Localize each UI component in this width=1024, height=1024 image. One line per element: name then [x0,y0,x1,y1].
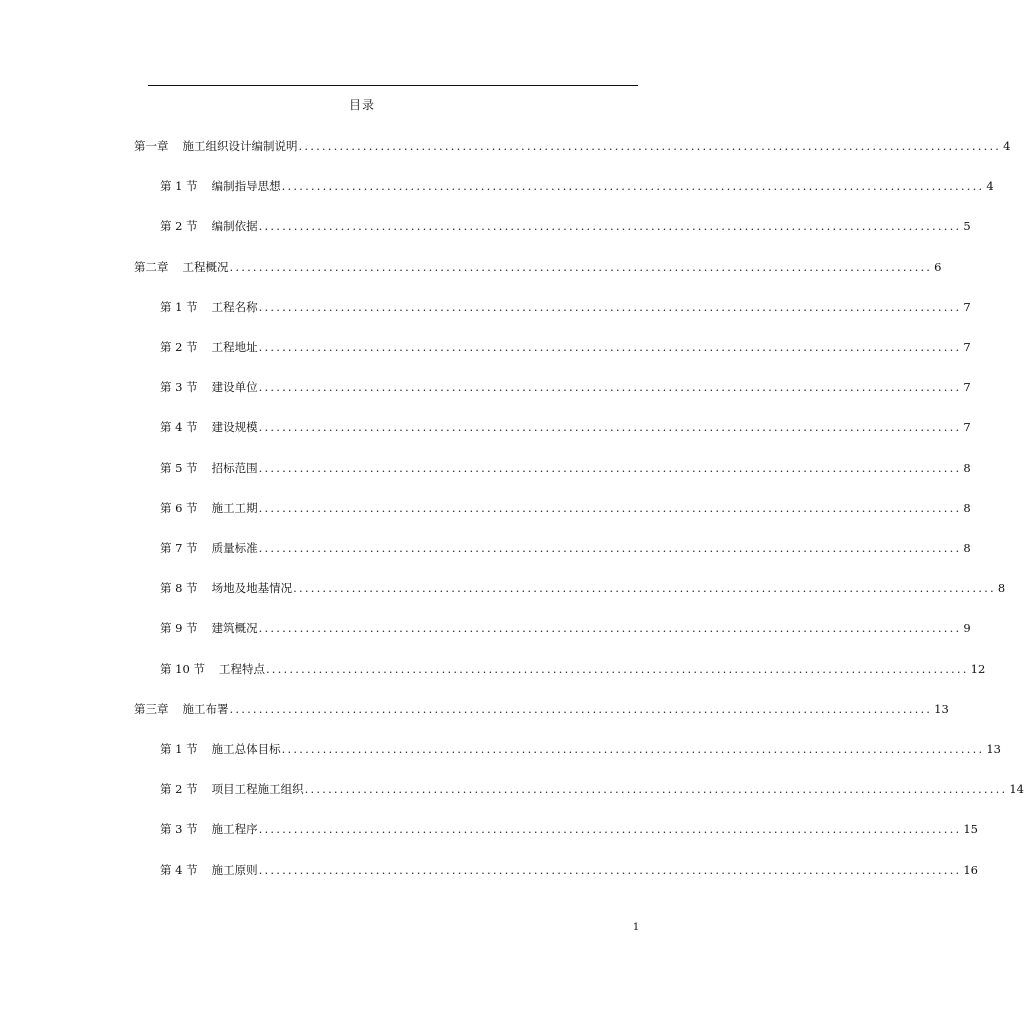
toc-chapter-entry[interactable] [134,138,1011,154]
toc-dot-leader: ........................................................................................................................ [258,299,962,314]
toc-entry-page: 14 [1009,782,1024,797]
toc-entry-number: 第 2 节 [160,340,198,354]
toc-dot-leader: ........................................................................................................................ [258,380,962,395]
toc-section-entry[interactable] [160,620,971,636]
toc-entry-number: 第 1 节 [160,179,198,194]
toc-entry-title: 建筑概况 [211,621,258,636]
toc-dot-leader: ........................................................................................................................ [258,621,962,636]
toc-entry-number: 第 6 节 [160,500,198,515]
toc-entry-page: 8 [963,460,971,475]
toc-entry-title: 施工总体目标 [211,742,281,756]
toc-entry-page: 13 [934,701,949,716]
toc-section-entry[interactable] [160,862,978,878]
toc-entry-page: 8 [963,541,971,555]
toc-dot-leader: ........................................................................................................................ [258,500,962,515]
toc-entry-title: 施工原则 [211,862,258,877]
toc-entry-title: 质量标准 [211,541,258,555]
toc-entry-page: 13 [986,742,1001,756]
toc-entry-number: 第三章 [134,701,169,716]
toc-entry-title: 施工组织设计编制说明 [182,139,298,153]
toc-entry-number: 第 2 节 [160,219,198,234]
toc-section-entry[interactable] [160,178,994,194]
toc-entry-number: 第 1 节 [160,299,198,314]
toc-entry-page: 9 [963,621,971,636]
toc-section-entry[interactable] [160,379,971,395]
toc-entry-title: 工程名称 [211,299,258,314]
toc-entry-title: 工程地址 [211,340,258,354]
toc-section-entry[interactable] [160,580,1006,596]
toc-entry-title: 施工布署 [182,701,229,716]
toc-entry-page: 7 [963,380,971,395]
toc-section-entry[interactable] [160,339,971,355]
toc-entry-number: 第 7 节 [160,541,198,555]
toc-dot-leader: ........................................................................................................................ [258,340,962,354]
toc-entry-page: 7 [963,299,971,314]
toc-entry-number: 第 3 节 [160,822,198,837]
toc-dot-leader: ........................................................................................................................ [293,581,996,596]
toc-entry-page: 12 [970,661,986,676]
toc-entry-title: 场地及地基情况 [211,581,293,596]
toc-entry-number: 第一章 [134,139,169,153]
toc-dot-leader: ........................................................................................................................ [265,661,969,676]
toc-entry-number: 第 3 节 [160,380,198,395]
toc-entry-title: 施工工期 [211,500,258,515]
toc-section-entry[interactable] [160,419,971,435]
toc-entry-number: 第 8 节 [160,581,198,596]
toc-dot-leader: ........................................................................................................................ [281,742,985,756]
toc-section-entry[interactable] [160,741,1001,757]
toc-section-entry[interactable] [160,781,1024,797]
toc-entry-number: 第 4 节 [160,862,198,877]
toc-entry-number: 第 5 节 [160,460,198,475]
toc-dot-leader: ........................................................................................................................ [258,219,962,234]
toc-entry-title: 项目工程施工组织 [211,782,304,797]
toc-entry-page: 6 [934,259,942,274]
toc-section-entry[interactable] [160,661,986,677]
toc-entry-number: 第 2 节 [160,782,198,797]
toc-entry-number: 第 10 节 [160,661,205,676]
toc-dot-leader: ........................................................................................................................ [281,179,985,194]
page-number: 1 [632,922,640,933]
toc-entry-page: 5 [963,219,971,234]
toc-entry-page: 8 [963,500,971,515]
toc-title: 目录 [348,98,375,112]
toc-entry-page: 8 [997,581,1006,596]
toc-chapter-entry[interactable] [134,701,949,717]
toc-entry-title: 编制依据 [211,219,258,234]
toc-section-entry[interactable] [160,821,978,837]
toc-dot-leader: ........................................................................................................................ [258,460,962,475]
toc-chapter-entry[interactable] [134,259,942,275]
toc-entry-page: 7 [963,340,971,354]
toc-entry-page: 4 [1003,139,1011,153]
toc-entry-page: 4 [986,179,994,194]
toc-dot-leader: ........................................................................................................................ [258,541,962,555]
toc-dot-leader: ........................................................................................................................ [229,701,933,716]
toc-dot-leader: ........................................................................................................................ [304,782,1008,797]
toc-section-entry[interactable] [160,299,971,315]
toc-entry-number: 第 9 节 [160,621,198,636]
toc-dot-leader: ........................................................................................................................ [258,420,962,435]
toc-entry-number: 第二章 [134,259,169,274]
toc-entry-page: 16 [963,862,978,877]
toc-entry-title: 招标范围 [211,460,258,475]
toc-section-entry[interactable] [160,460,971,476]
toc-dot-leader: ........................................................................................................................ [298,139,1002,153]
toc-entry-number: 第 4 节 [160,420,198,435]
toc-entry-number: 第 1 节 [160,742,198,756]
toc-dot-leader: ........................................................................................................................ [258,822,962,837]
toc-section-entry[interactable] [160,500,971,516]
toc-entry-title: 编制指导思想 [211,179,281,194]
toc-dot-leader: ........................................................................................................................ [229,259,933,274]
toc-section-entry[interactable] [160,218,971,234]
toc-entry-page: 7 [963,420,971,435]
toc-section-entry[interactable] [160,540,971,556]
toc-entry-title: 建设单位 [211,380,258,395]
toc-entry-title: 工程特点 [218,661,265,676]
toc-entry-title: 施工程序 [211,822,258,837]
toc-entry-title: 建设规模 [211,420,258,435]
toc-dot-leader: ........................................................................................................................ [258,862,962,877]
toc-entry-title: 工程概况 [182,259,229,274]
toc-entry-page: 15 [963,822,978,837]
